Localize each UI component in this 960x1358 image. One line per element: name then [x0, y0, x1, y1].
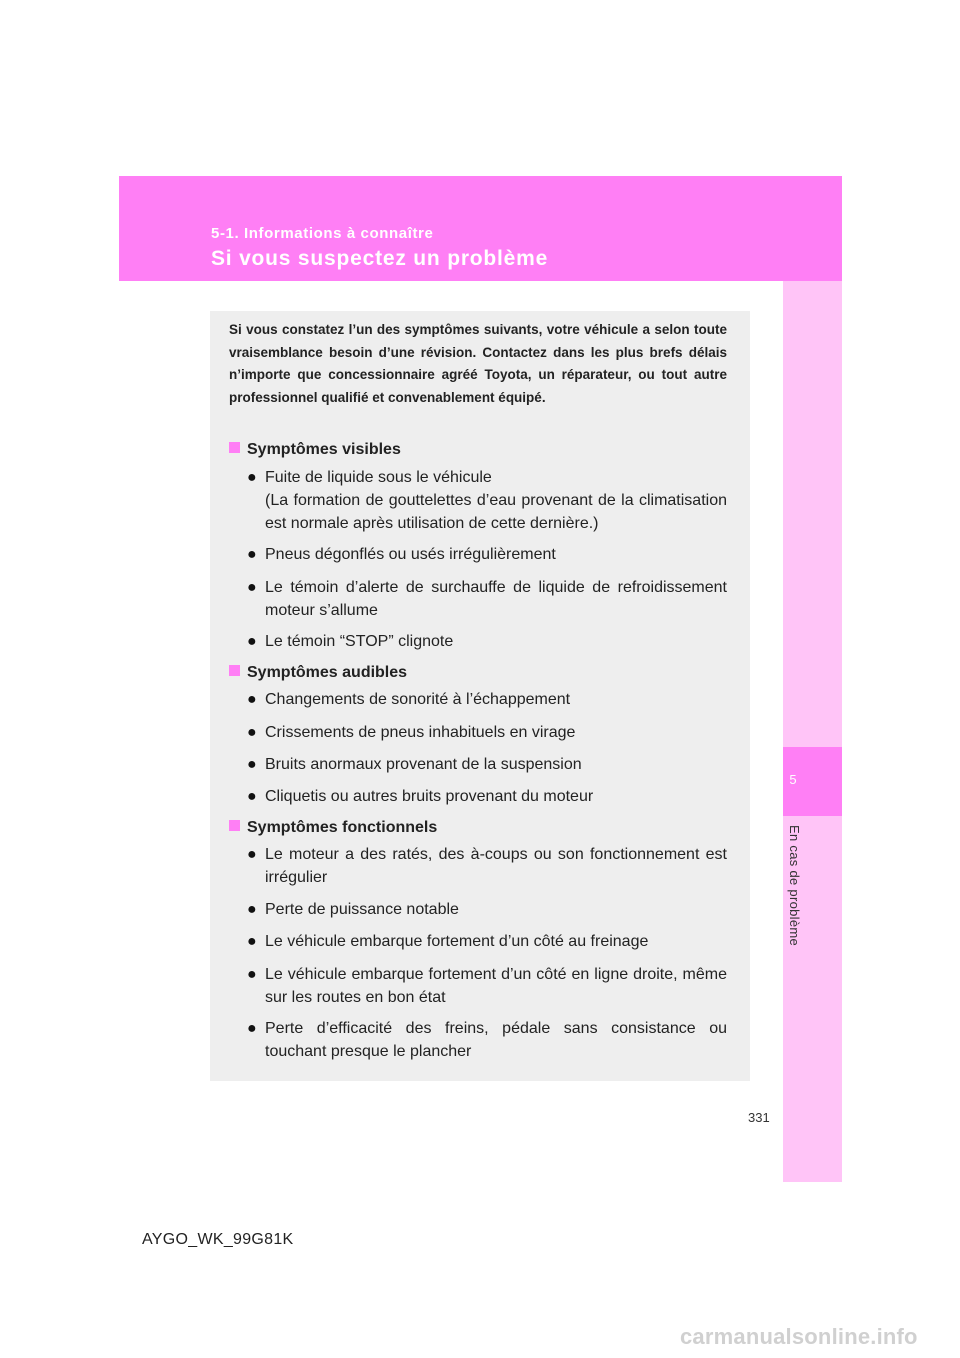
list-item: Perte de puissance notable — [265, 901, 459, 918]
bullet-icon: ● — [247, 691, 257, 708]
list-item: Changements de sonorité à l’échappement — [265, 691, 571, 708]
side-tab-label: En cas de problème — [787, 825, 802, 947]
bullet-icon: ● — [247, 933, 257, 950]
bullet-icon: ● — [247, 846, 257, 863]
list-item: Le témoin “STOP” clignote — [265, 633, 454, 650]
list-item: Crissements de pneus inhabituels en virage — [265, 724, 576, 741]
section-label: 5-1. Informations à connaître — [211, 225, 434, 242]
list-item: Le moteur a des ratés, des à-coups ou son fonctionnement est irrégulier — [265, 846, 727, 886]
bullet-icon: ● — [247, 579, 257, 596]
square-bullet-icon — [229, 820, 240, 831]
section-heading: Symptômes visibles — [229, 441, 401, 459]
page-number: 331 — [748, 1110, 770, 1125]
bullet-icon: ● — [247, 966, 257, 983]
list-item: Cliquetis ou autres bruits provenant du moteur — [265, 788, 594, 805]
list-item: Le véhicule embarque fortement d’un côté au freinage — [265, 933, 649, 950]
bullet-icon: ● — [247, 756, 257, 773]
bullet-icon: ● — [247, 788, 257, 805]
page-title: Si vous suspectez un problème — [211, 247, 549, 270]
bullet-icon: ● — [247, 469, 257, 486]
bullet-icon: ● — [247, 901, 257, 918]
bullet-icon: ● — [247, 633, 257, 650]
side-tab — [783, 281, 842, 1182]
section-heading: Symptômes fonctionnels — [229, 819, 437, 837]
section-heading: Symptômes audibles — [229, 664, 407, 682]
square-bullet-icon — [229, 665, 240, 676]
bullet-icon: ● — [247, 724, 257, 741]
document-code: AYGO_WK_99G81K — [142, 1231, 294, 1248]
list-item: Fuite de liquide sous le véhicule — [265, 469, 492, 486]
list-item: Bruits anormaux provenant de la suspension — [265, 756, 582, 773]
list-item: Le témoin d’alerte de surchauffe de liquide de refroidissement moteur s’allume — [265, 579, 727, 619]
bullet-icon: ● — [247, 1020, 257, 1037]
list-item: Perte d’efficacité des freins, pédale sans consistance ou touchant presque le plancher — [265, 1020, 727, 1060]
list-item: Le véhicule embarque fortement d’un côté en ligne droite, même sur les routes en bon état — [265, 966, 727, 1006]
watermark: carmanualsonline.info — [680, 1324, 918, 1349]
list-item: Pneus dégonflés ou usés irrégulièrement — [265, 546, 556, 563]
intro-paragraph: Si vous constatez l’un des symptômes suivants, votre véhicule a selon toute vraisemblance besoin d’une révision. Contactez dans les plus brefs délais n’importe que concessionnaire agréé Toyota, un réparateur, ou tout autre professionnel qualifié et convenablement équipé. — [229, 322, 727, 405]
side-tab-number: 5 — [789, 772, 797, 787]
list-item-note: (La formation de gouttelettes d’eau provenant de la climatisation est normale après utilisation de cette dernière.) — [265, 492, 727, 532]
bullet-icon: ● — [247, 546, 257, 563]
square-bullet-icon — [229, 442, 240, 453]
